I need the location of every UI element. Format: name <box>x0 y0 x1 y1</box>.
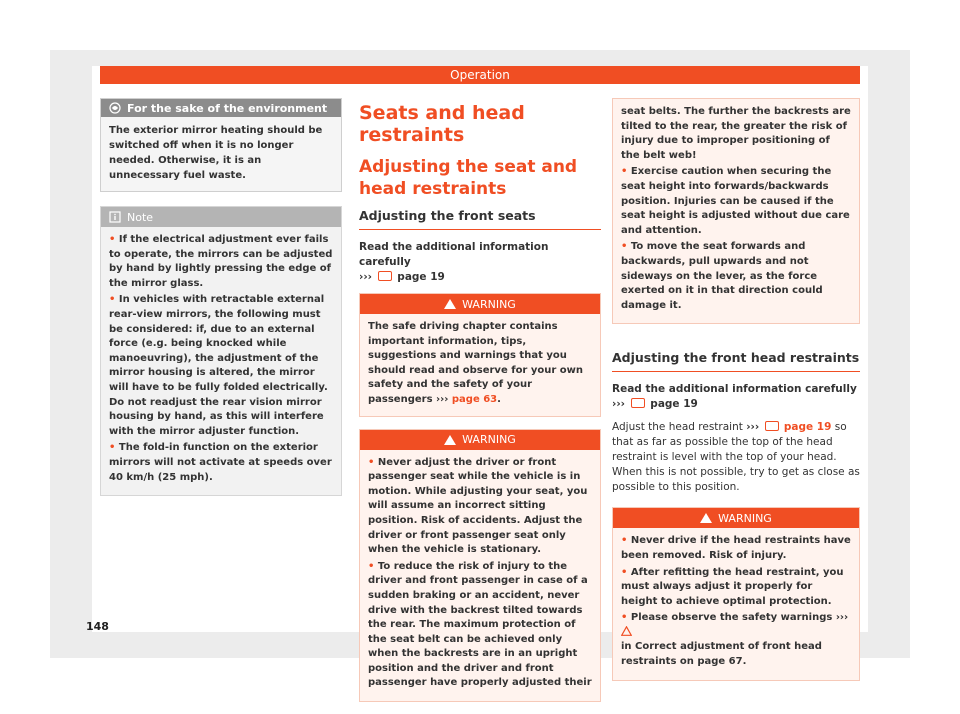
warning-body <box>360 450 600 702</box>
section-header: Operation <box>100 66 860 84</box>
subsection-title: Adjusting the front head restraints <box>612 350 860 372</box>
bullet: • <box>621 166 631 178</box>
list-item: • In vehicles with retractable external rear-view mirrors, the following must be considered: if, due to an external force (e.g. being knocked while manoeuvring), the adjustment of the mirror housing is altered, the mirror will have to be fully folded electrically. Do not readjust the rear vision mirror housing by hand, as this will interfere with the mirror adjuster function. <box>109 294 328 437</box>
warning-triangle-icon <box>444 435 456 445</box>
list-item: • Exercise caution when securing the seat height into forwards/backwards position. Injuries can be caused if the seat height is adjusted without due care and attention. <box>621 166 850 236</box>
warning-box <box>359 293 601 417</box>
bullet: • <box>109 442 119 454</box>
bullet: • <box>621 612 631 624</box>
environment-box-text: The exterior mirror heating should be switched off when it is no longer needed. Otherwise, it is an unnecessary fuel waste. <box>109 125 323 181</box>
warning-triangle-icon <box>444 299 456 309</box>
bullet: • <box>621 535 631 547</box>
environment-box-title: For the sake of the environment <box>127 101 328 115</box>
book-icon <box>631 398 645 408</box>
list-item: • Please observe the safety warnings ››› in Correct adjustment of front head restraints on page 67. <box>621 612 849 668</box>
list-item: • To reduce the risk of injury to the driver and front passenger in case of a sudden braking or an accident, never drive with the backrest tilted towards the rear. The maximum protection of the seat belt can be achieved only when the backrests are in an upright position and the driver and front passenger have properly adjusted their <box>368 560 592 689</box>
list-item: • The fold-in function on the exterior mirrors will not activate at speeds over 40 km/h (25 mph). <box>109 442 332 483</box>
list-item: • To move the seat forwards and backwards, pull upwards and not sideways on the lever, as the force exerted on it in that direction could damage it. <box>621 241 823 311</box>
list-item: • If the electrical adjustment ever fails to operate, the mirrors can be adjusted by hand by lightly pressing the edge of the mirror glass. <box>109 234 333 289</box>
list-item: • After refitting the head restraint, you must always adjust it properly for height to achieve optimal protection. <box>621 566 844 607</box>
body-paragraph: Adjust the head restraint ››› page 19 so that as far as possible the top of the head restraint is level with the top of your head. When this is not possible, try to get as close as possible to this position. <box>612 421 860 494</box>
warning-box <box>359 429 601 703</box>
column-right <box>612 98 860 693</box>
note-box-header <box>101 207 341 227</box>
intro-text: Read the additional information carefully ››› page 19 <box>359 241 549 283</box>
bullet: • <box>368 456 378 468</box>
bullet: • <box>368 560 378 572</box>
warning-body: The safe driving chapter contains important information, tips, suggestions and warnings that you should read and observe for your own safety and the safety of your passengers ››› page 63. <box>368 321 583 405</box>
leaf-icon <box>109 102 121 114</box>
bullet: • <box>621 241 631 253</box>
warning-body <box>613 528 859 679</box>
list-item: • Never adjust the driver or front passenger seat while the vehicle is in motion. While adjusting your seat, you will assume an incorrect sitting position. Risk of accidents. Adjust the driver or front passenger seat only when the vehicle is stationary. <box>368 456 588 556</box>
note-box <box>100 206 342 496</box>
page-number: 148 <box>86 620 109 633</box>
list-item: • Never drive if the head restraints have been removed. Risk of injury. <box>621 535 851 561</box>
warning-triangle-icon <box>700 513 712 523</box>
bullet: • <box>109 234 119 245</box>
warning-header: WARNING <box>360 430 600 450</box>
note-box-title: Note <box>127 210 154 224</box>
environment-box <box>100 98 342 192</box>
bullet: • <box>621 566 631 578</box>
column-left <box>100 98 342 496</box>
info-icon <box>109 211 121 223</box>
page-link[interactable]: page 19 <box>783 421 832 434</box>
note-box-body <box>101 227 341 495</box>
book-icon <box>765 421 779 431</box>
page-link[interactable]: page 19 <box>397 271 445 283</box>
warning-triangle-icon[interactable] <box>621 626 632 636</box>
intro-text: Read the additional information carefully ››› page 19 <box>612 383 857 411</box>
environment-box-header <box>101 99 341 117</box>
warning-continued-box <box>612 98 860 324</box>
subsection-title: Adjusting the front seats <box>359 208 601 230</box>
warning-header: WARNING <box>360 294 600 314</box>
book-icon <box>378 271 392 281</box>
warning-header: WARNING <box>613 508 859 528</box>
column-middle <box>359 98 601 714</box>
page-link[interactable]: page 63 <box>451 393 498 405</box>
section-title: Adjusting the seat and head restraints <box>359 157 578 199</box>
warning-box <box>612 507 860 680</box>
page-link[interactable]: page 19 <box>650 398 698 411</box>
chapter-title: Seats and head restraints <box>359 102 525 146</box>
bullet: • <box>109 294 119 306</box>
warning-body: seat belts. The further the backrests are tilted to the rear, the greater the risk of injury due to improper positioning of the belt web! • Exercise caution when securing the seat height into forwards/backwards position. Injuries can be caused if the seat height is adjusted without due care and attention. • To move the seat forwards and backwards, pull upwards and not sideways on the lever, as the force exerted on it in that direction could damage it. <box>613 99 859 323</box>
